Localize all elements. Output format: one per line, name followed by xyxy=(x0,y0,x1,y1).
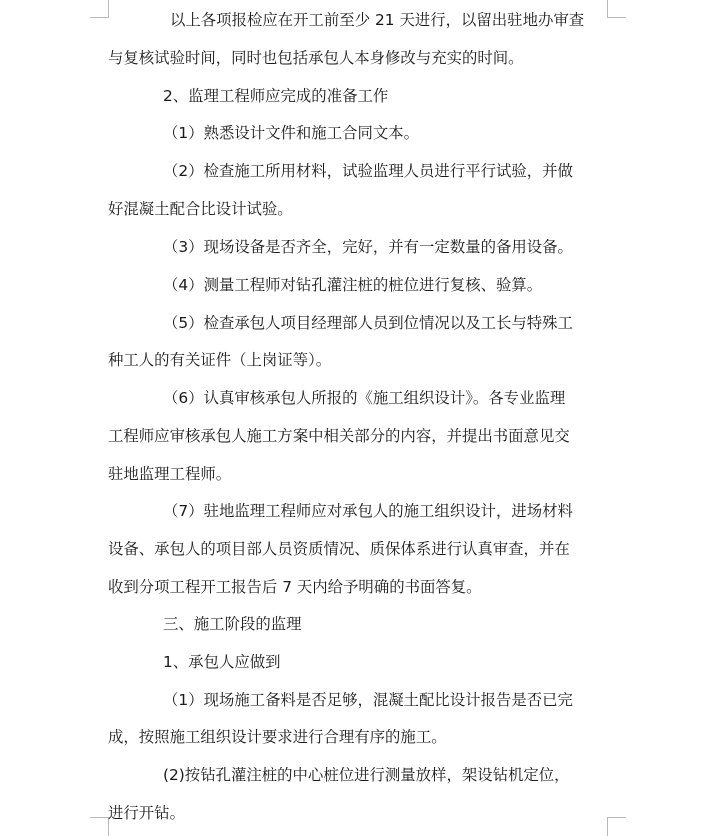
crop-mark-bottom-right xyxy=(607,817,626,836)
list-item: (2)按钻孔灌注桩的中心桩位进行测量放样，架设钻机定位， xyxy=(163,766,570,784)
list-item: （1）熟悉设计文件和施工合同文本。 xyxy=(163,124,420,142)
list-item: （6）认真审核承包人所报的《施工组织设计》。各专业监理 xyxy=(163,389,566,407)
section-heading: 三、施工阶段的监理 xyxy=(163,615,302,633)
list-item: （2）检查施工所用材料，试验监理人员进行平行试验，并做 xyxy=(163,162,573,180)
crop-mark-top-left xyxy=(90,0,109,18)
subsection-heading: 1、承包人应做到 xyxy=(163,653,281,671)
crop-mark-top-right xyxy=(607,0,626,18)
list-item: （3）现场设备是否齐全，完好，并有一定数量的备用设备。 xyxy=(163,238,573,256)
list-item: （7）驻地监理工程师应对承包人的施工组织设计，进场材料 xyxy=(163,502,573,520)
list-item-continuation: 种工人的有关证件（上岗证等）。 xyxy=(108,351,332,369)
list-item-continuation: 驻地监理工程师。 xyxy=(108,465,232,483)
list-item-continuation: 设备、承包人的项目部人员资质情况、质保体系进行认真审查，并在 xyxy=(108,540,570,558)
list-item-continuation: 进行开钻。 xyxy=(108,804,185,822)
list-item: （4）测量工程师对钻孔灌注桩的桩位进行复核、验算。 xyxy=(163,276,543,294)
list-item-continuation: 工程师应审核承包人施工方案中相关部分的内容，并提出书面意见交 xyxy=(108,427,570,445)
list-item-continuation: 成，按照施工组织设计要求进行合理有序的施工。 xyxy=(108,728,447,746)
list-item-continuation: 好混凝土配合比设计试验。 xyxy=(108,200,293,218)
list-item: （5）检查承包人项目经理部人员到位情况以及工长与特殊工 xyxy=(163,314,573,332)
paragraph-line: 以上各项报检应在开工前至少 21 天进行，以留出驻地办审查 xyxy=(170,11,585,29)
crop-mark-bottom-left xyxy=(90,817,109,836)
paragraph-line: 与复核试验时间，同时也包括承包人本身修改与充实的时间。 xyxy=(108,49,524,67)
list-item: （1）现场施工备料是否足够，混凝土配比设计报告是否已完 xyxy=(163,691,573,709)
section-heading: 2、监理工程师应完成的准备工作 xyxy=(163,87,389,105)
list-item-continuation: 收到分项工程开工报告后 7 天内给予明确的书面答复。 xyxy=(108,578,482,596)
